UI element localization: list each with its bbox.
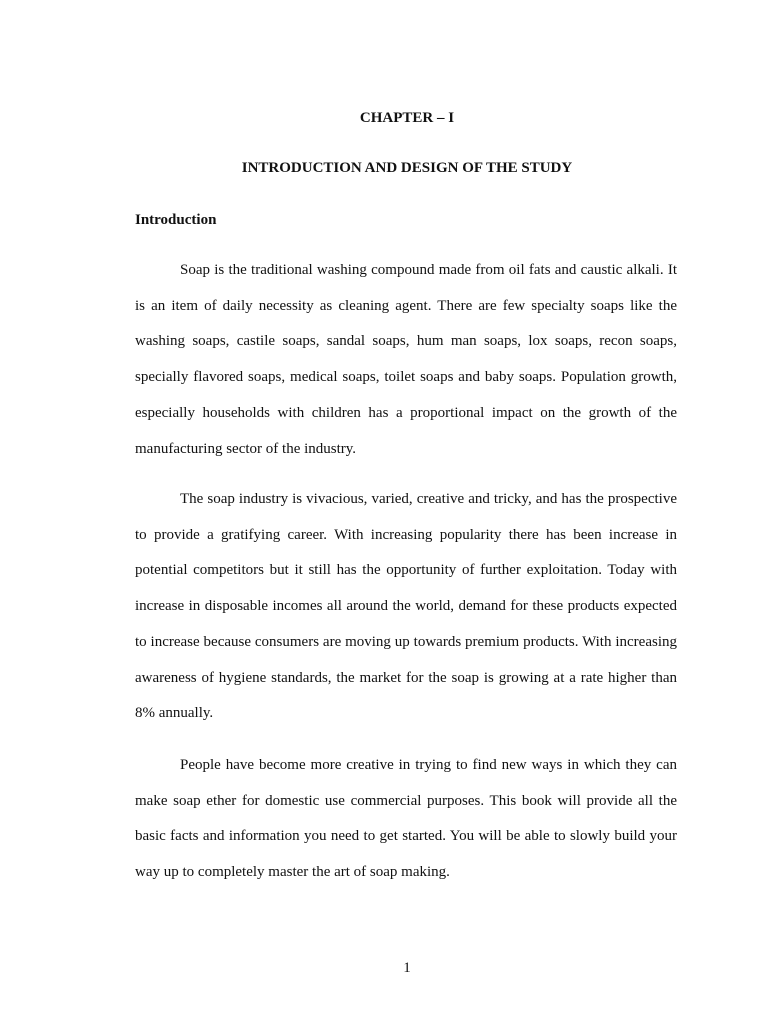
section-heading: Introduction (135, 212, 217, 228)
body-paragraph-3: People have become more creative in trying to find new ways in which they can make soap ether for domestic use commercial purposes. This book will provide all the basic facts and information you need to get started. You will be able to slowly build your way up to completely master the art of soap making. (135, 757, 677, 881)
chapter-label: CHAPTER – I (359, 110, 455, 126)
body-paragraph-1: Soap is the traditional washing compound made from oil fats and caustic alkali. It is an item of daily necessity as cleaning agent. There are few specialty soaps like the washing soaps, castile soaps, sandal soaps, hum man soaps, lox soaps, recon soaps, specially flavored soaps, medical soaps, toilet soaps and baby soaps. Population growth, especially households with children has a proportional impact on the growth of the manufacturing sector of the industry. (135, 262, 677, 457)
body-paragraph-2: The soap industry is vivacious, varied, creative and tricky, and has the prospective to provide a gratifying career. With increasing popularity there has been increase in potential competitors but it still has the opportunity of further exploitation. Today with increase in disposable incomes all around the world, demand for these products expected to increase because consumers are moving up towards premium products. With increasing awareness of hygiene standards, the market for the soap is growing at a rate higher than 8% annually. (135, 491, 677, 722)
page-number: 1 (403, 960, 411, 976)
chapter-title: INTRODUCTION AND DESIGN OF THE STUDY (241, 160, 573, 176)
